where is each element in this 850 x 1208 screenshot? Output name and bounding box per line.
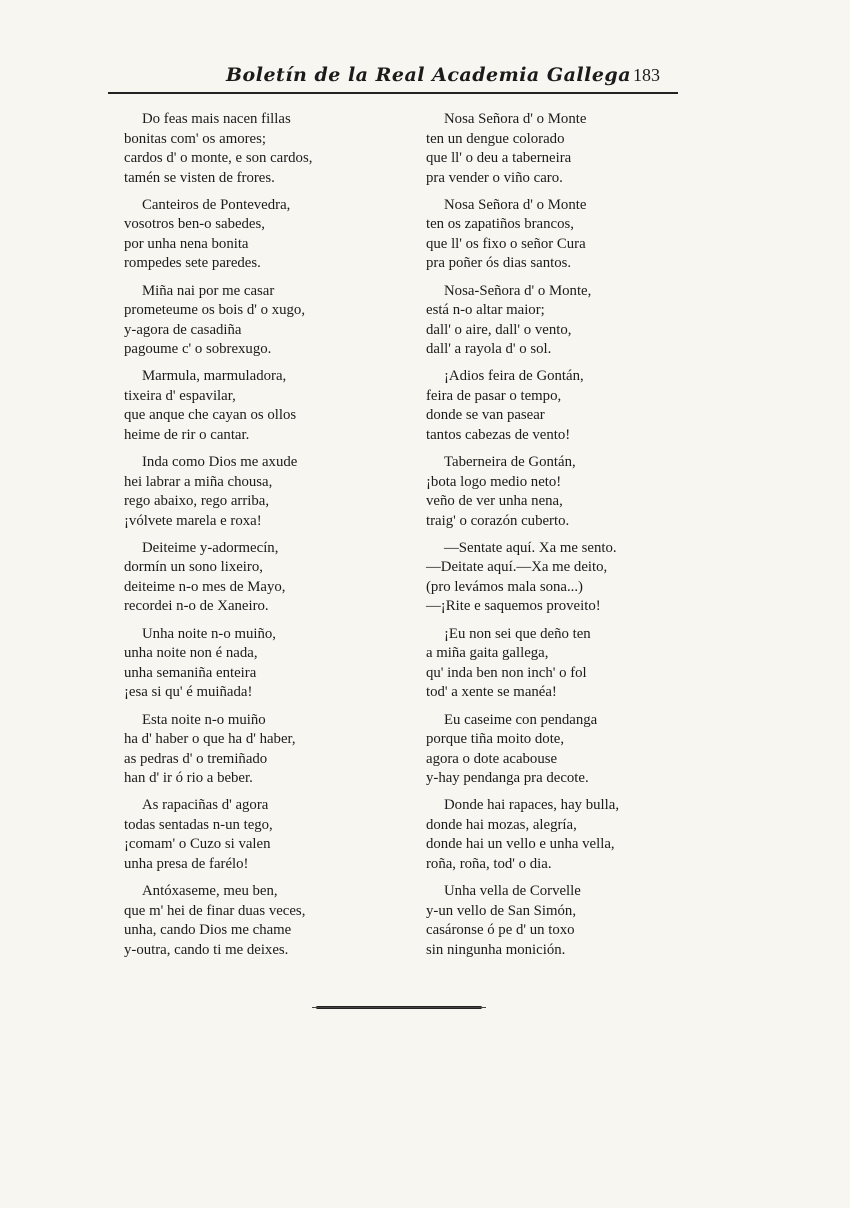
verse-line: Do feas mais nacen fillas bbox=[142, 111, 291, 127]
header-rule bbox=[108, 92, 678, 94]
verse-line: veño de ver unha nena, bbox=[426, 493, 563, 510]
verse-line: traig' o corazón cuberto. bbox=[426, 512, 570, 529]
journal-title: Boletín de la Real Academia Gallega bbox=[226, 64, 632, 86]
verse-line: dormín un sono lixeiro, bbox=[124, 559, 263, 576]
verse-line: Unha noite n-o muiño, bbox=[142, 625, 276, 642]
verse-stanza bbox=[426, 625, 716, 703]
verse-line: tamén se visten de frores. bbox=[124, 169, 275, 186]
verse-line: a miña gaita gallega, bbox=[426, 645, 549, 662]
verse-stanza bbox=[426, 796, 716, 874]
page-number: 183 bbox=[633, 65, 660, 85]
verse-line: ¡bota logo medio neto! bbox=[426, 473, 562, 490]
verse-stanza bbox=[124, 196, 394, 274]
verse-line: dall' a rayola d' o sol. bbox=[426, 341, 552, 358]
verse-line: sin ningunha monición. bbox=[426, 941, 566, 958]
verse-line: donde se van pasear bbox=[426, 407, 545, 424]
verse-line: Esta noite n-o muiño bbox=[142, 711, 266, 728]
verse-line: casáronse ó pe d' un toxo bbox=[426, 922, 575, 939]
verse-stanza bbox=[426, 282, 716, 360]
verse-line: Marmula, marmuladora, bbox=[142, 368, 287, 385]
verse-line: que ll' os fixo o señor Cura bbox=[426, 235, 586, 252]
verse-line: (pro levámos mala sona...) bbox=[426, 578, 583, 595]
left-column bbox=[124, 110, 394, 968]
verse-line: Donde hai rapaces, hay bulla, bbox=[444, 797, 620, 814]
verse-stanza bbox=[124, 539, 394, 617]
verse-line: pra vender o viño caro. bbox=[426, 169, 563, 186]
verse-stanza bbox=[426, 453, 716, 531]
verse-stanza bbox=[426, 367, 716, 445]
verse-line: vosotros ben-o sabedes, bbox=[124, 216, 265, 233]
verse-stanza bbox=[426, 882, 716, 960]
right-column bbox=[426, 110, 716, 968]
verse-line: por unha nena bonita bbox=[124, 235, 249, 252]
verse-line: y-un vello de San Simón, bbox=[426, 902, 577, 919]
verse-stanza bbox=[124, 453, 394, 531]
verse-line: ¡Adios feira de Gontán, bbox=[444, 368, 584, 385]
verse-line: prometeume os bois d' o xugo, bbox=[124, 302, 306, 319]
verse-line: ha d' haber o que ha d' haber, bbox=[124, 731, 296, 748]
verse-line: que ll' o deu a taberneira bbox=[426, 150, 572, 166]
verse-line: pra poñer ós dias santos. bbox=[426, 255, 572, 272]
verse-line: han d' ir ó rio a beber. bbox=[124, 770, 253, 787]
verse-stanza bbox=[124, 367, 394, 445]
verse-line: rompedes sete paredes. bbox=[124, 255, 261, 272]
verse-line: hei labrar a miña chousa, bbox=[124, 473, 273, 490]
verse-stanza bbox=[124, 796, 394, 874]
verse-line: cardos d' o monte, e son cardos, bbox=[124, 150, 313, 166]
verse-line: unha semaniña enteira bbox=[124, 664, 257, 681]
verse-line: —¡Rite e saquemos proveito! bbox=[426, 598, 601, 615]
verse-line: tantos cabezas de vento! bbox=[426, 426, 571, 443]
verse-line: y-hay pendanga pra decote. bbox=[426, 770, 589, 787]
verse-line: ten un dengue colorado bbox=[426, 130, 565, 147]
verse-line: pagoume c' o sobrexugo. bbox=[124, 341, 272, 358]
verse-stanza bbox=[426, 196, 716, 274]
verse-line: está n-o altar maior; bbox=[426, 302, 545, 319]
verse-line: Inda como Dios me axude bbox=[142, 454, 298, 471]
verse-line: porque tiña moito dote, bbox=[426, 731, 565, 748]
verse-line: Nosa Señora d' o Monte bbox=[444, 111, 587, 127]
verse-line: qu' inda ben non inch' o fol bbox=[426, 664, 587, 681]
closing-ornament-rule bbox=[316, 1006, 482, 1009]
verse-line: —Sentate aquí. Xa me sento. bbox=[444, 539, 617, 556]
verse-line: Taberneira de Gontán, bbox=[444, 454, 576, 471]
verse-line: y-agora de casadiña bbox=[124, 321, 242, 338]
verse-stanza bbox=[426, 539, 716, 617]
verse-line: agora o dote acabouse bbox=[426, 750, 558, 767]
verse-line: que m' hei de finar duas veces, bbox=[124, 902, 306, 919]
verse-line: heime de rir o cantar. bbox=[124, 426, 250, 443]
verse-stanza bbox=[426, 711, 716, 789]
verse-line: todas sentadas n-un tego, bbox=[124, 816, 273, 833]
verse-stanza bbox=[124, 882, 394, 960]
verse-line: unha presa de farélo! bbox=[124, 855, 249, 872]
verse-stanza bbox=[124, 711, 394, 789]
verse-line: Eu caseime con pendanga bbox=[444, 711, 598, 728]
verse-line: tod' a xente se manéa! bbox=[426, 684, 557, 701]
verse-line: que anque che cayan os ollos bbox=[124, 407, 297, 424]
verse-stanza bbox=[124, 282, 394, 360]
verse-line: feira de pasar o tempo, bbox=[426, 387, 562, 404]
verse-line: As rapaciñas d' agora bbox=[142, 797, 269, 814]
verse-line: as pedras d' o tremiñado bbox=[124, 750, 268, 767]
verse-line: Antóxaseme, meu ben, bbox=[142, 883, 278, 900]
verse-line: donde hai un vello e unha vella, bbox=[426, 836, 615, 853]
verse-line: ¡vólvete marela e roxa! bbox=[124, 512, 262, 529]
verse-line: Deiteime y-adormecín, bbox=[142, 539, 279, 556]
verse-line: tixeira d' espavilar, bbox=[124, 387, 236, 404]
verse-line: ten os zapatiños brancos, bbox=[426, 216, 574, 233]
verse-line: bonitas com' os amores; bbox=[124, 130, 266, 147]
verse-line: Nosa-Señora d' o Monte, bbox=[444, 282, 592, 299]
verse-line: ¡comam' o Cuzo si valen bbox=[124, 836, 271, 853]
verse-line: roña, roña, tod' o dia. bbox=[426, 855, 552, 872]
verse-line: —Deitate aquí.—Xa me deito, bbox=[426, 559, 608, 576]
verse-line: Nosa Señora d' o Monte bbox=[444, 196, 587, 213]
verse-stanza bbox=[426, 110, 716, 188]
verse-line: ¡esa si qu' é muiñada! bbox=[124, 684, 253, 701]
verse-line: recordei n-o de Xaneiro. bbox=[124, 598, 269, 615]
verse-line: Unha vella de Corvelle bbox=[444, 883, 581, 900]
verse-stanza bbox=[124, 625, 394, 703]
verse-line: y-outra, cando ti me deixes. bbox=[124, 941, 289, 958]
verse-line: ¡Eu non sei que deño ten bbox=[444, 625, 591, 642]
verse-line: rego abaixo, rego arriba, bbox=[124, 493, 270, 510]
verse-line: deiteime n-o mes de Mayo, bbox=[124, 578, 286, 595]
verse-line: donde hai mozas, alegría, bbox=[426, 816, 577, 833]
verse-line: Miña nai por me casar bbox=[142, 282, 275, 299]
verse-line: Canteiros de Pontevedra, bbox=[142, 196, 291, 213]
verse-stanza bbox=[124, 110, 394, 188]
running-header bbox=[108, 62, 678, 90]
verse-line: unha, cando Dios me chame bbox=[124, 922, 292, 939]
verse-line: unha noite non é nada, bbox=[124, 645, 258, 662]
verse-line: dall' o aire, dall' o vento, bbox=[426, 321, 572, 338]
